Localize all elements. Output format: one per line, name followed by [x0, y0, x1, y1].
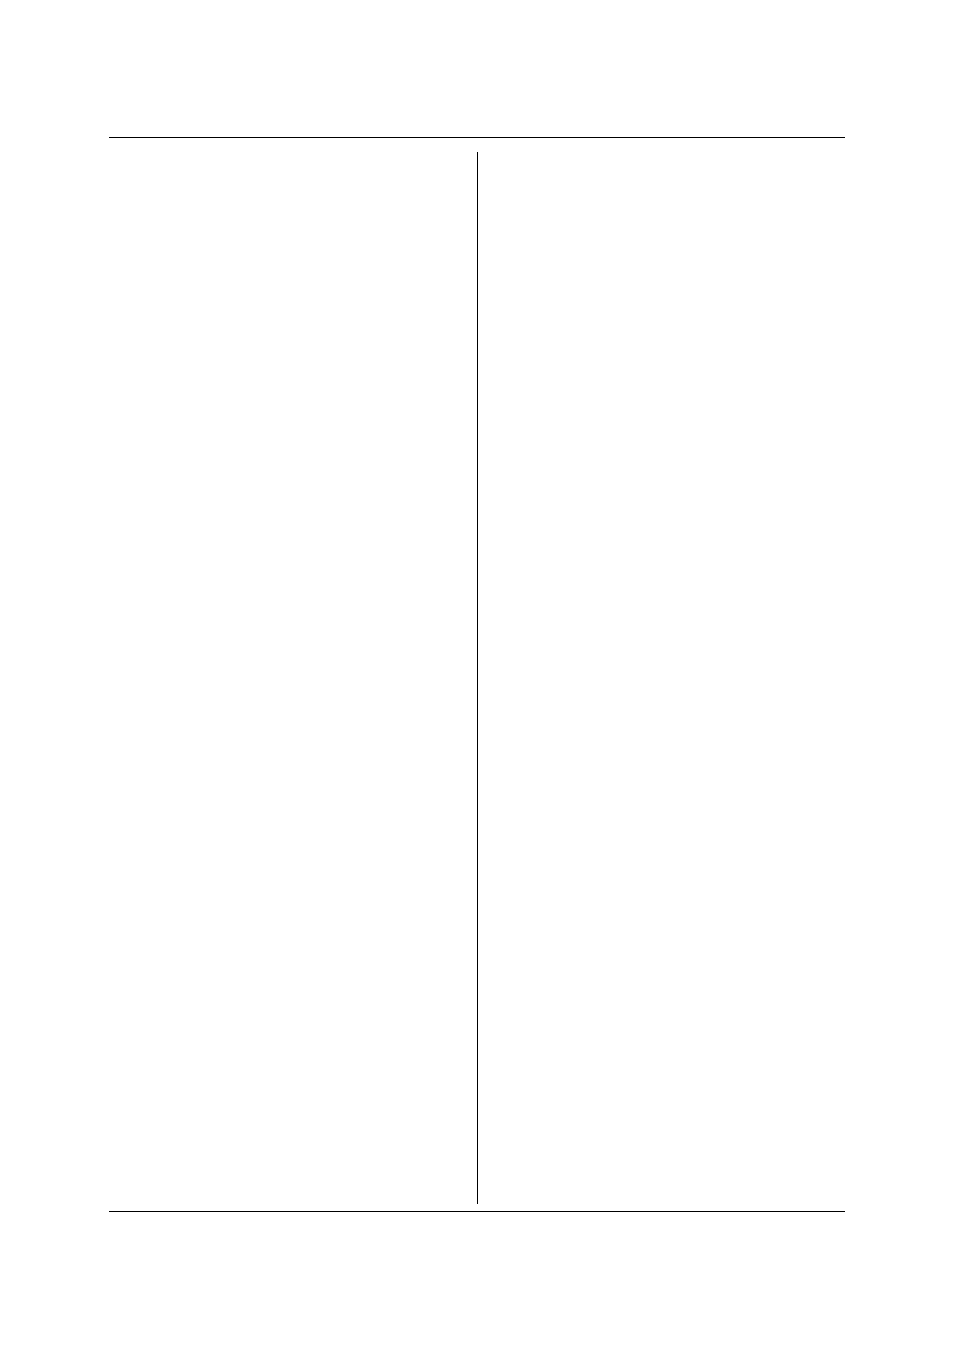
header-rule — [109, 137, 845, 138]
footer-rule — [109, 1211, 845, 1212]
column-divider — [477, 152, 478, 1204]
